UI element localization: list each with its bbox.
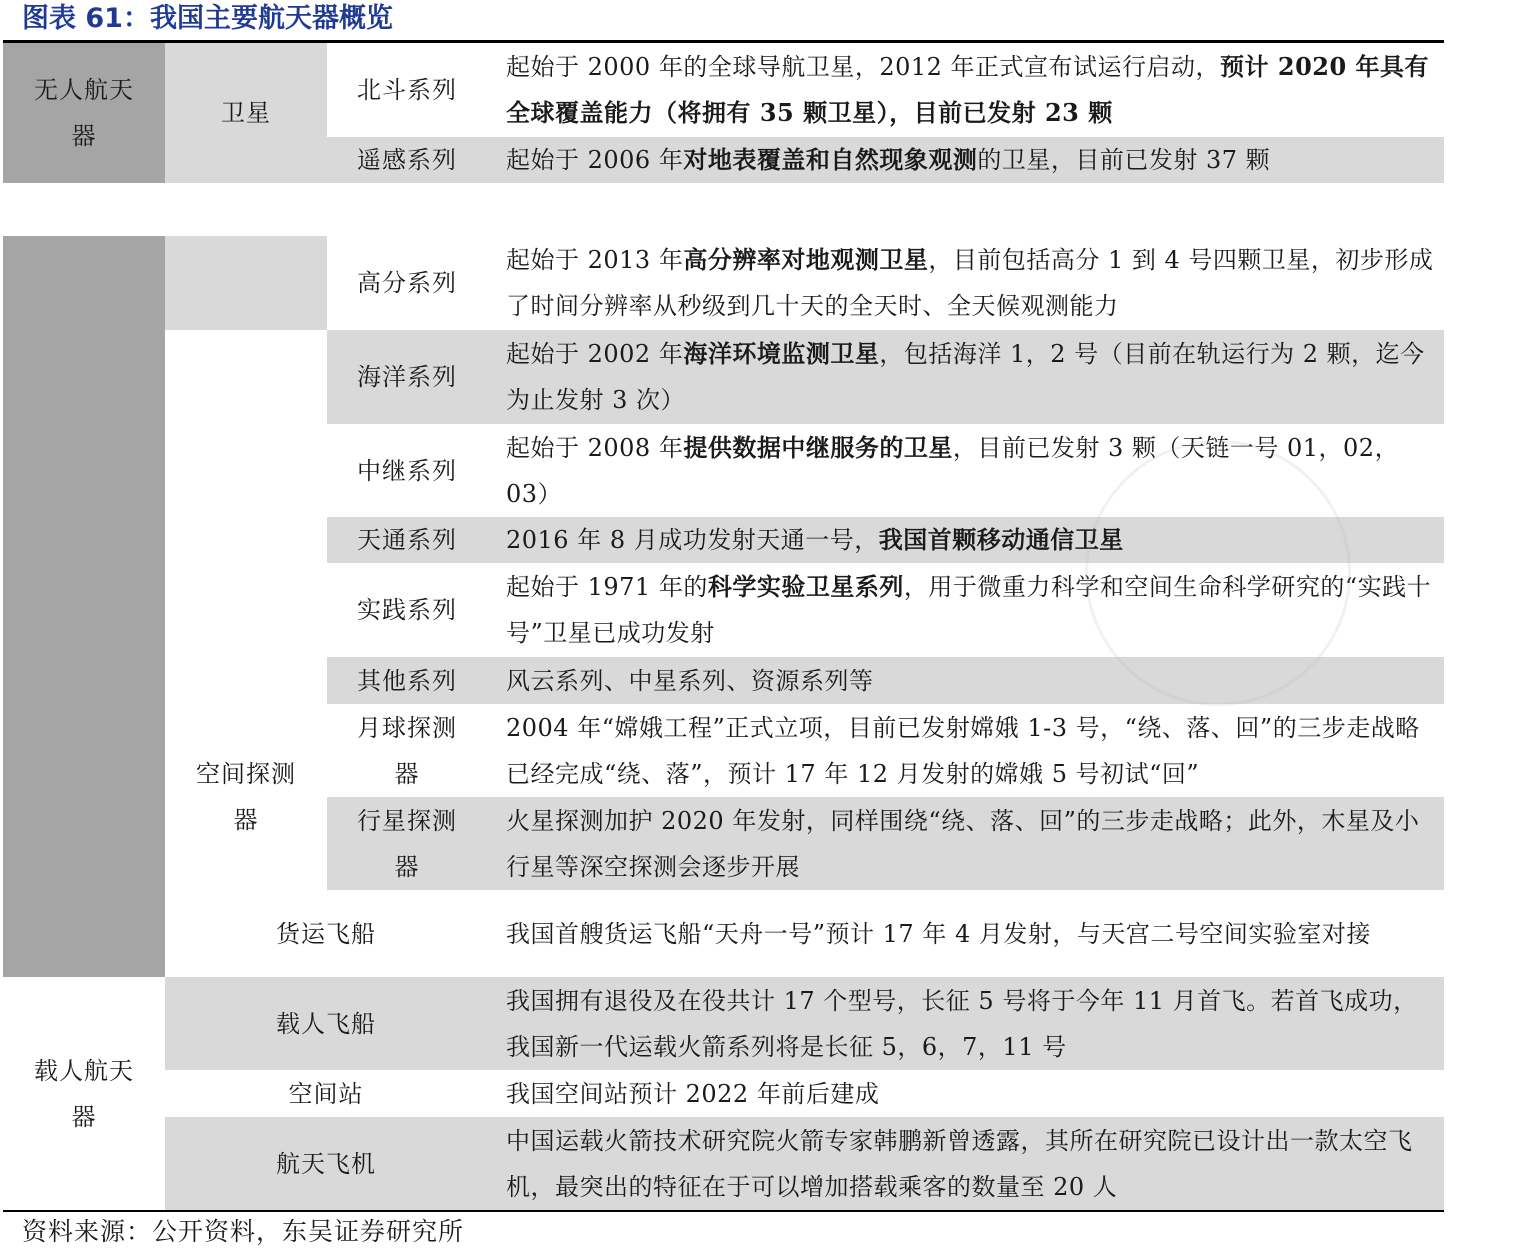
row-name-tiantong-text: 天通系列 — [357, 526, 457, 554]
row-desc-yaogan-tail: 的卫星，目前已发射 37 颗 — [977, 146, 1271, 174]
row-name-shijian — [327, 563, 487, 657]
row-desc-gaofen-bold: 高分辨率对地观测卫星 — [683, 245, 929, 274]
row-desc-tiantong — [506, 517, 1436, 563]
subcategory-satellite-continued-2 — [165, 330, 327, 704]
subcategory-satellite-continued — [165, 236, 327, 330]
row-name-shijian-text: 实践系列 — [357, 596, 457, 624]
source-note: 资料来源：公开资料，东吴证券研究所 — [22, 1217, 465, 1246]
row-desc-qita-text: 风云系列、中星系列、资源系列等 — [506, 666, 874, 695]
row-name-zhongji-text: 中继系列 — [357, 456, 457, 485]
row-name-gaofen-text: 高分系列 — [357, 269, 457, 297]
row-name-beidou — [327, 43, 487, 137]
row-name-qita — [327, 657, 487, 704]
row-desc-beidou-bold: 预计 2020 年具有全球覆盖能力（将拥有 35 颗卫星），目前已发射 23 颗 — [506, 52, 1430, 127]
row-name-kongjianzhan-text: 空间站 — [288, 1079, 364, 1108]
row-desc-shijian-bold: 科学实验卫星系列 — [707, 572, 904, 601]
row-name-yueqiu — [327, 704, 487, 797]
row-name-qita-text: 其他系列 — [357, 666, 457, 695]
row-desc-beidou — [506, 43, 1436, 137]
row-name-gaofen — [327, 236, 487, 330]
row-desc-kongjianzhan-text: 我国空间站预计 2022 年前后建成 — [506, 1079, 880, 1108]
row-name-zairen — [165, 977, 487, 1070]
row-desc-tiantong-text: 2016 年 8 月成功发射天通一号， — [506, 526, 879, 554]
row-desc-hangtian — [506, 1117, 1436, 1210]
row-desc-qita — [506, 657, 1436, 704]
row-name-haiyang-text: 海洋系列 — [357, 363, 457, 391]
row-name-hangtian — [165, 1117, 487, 1210]
row-desc-haiyang-bold: 海洋环境监测卫星 — [683, 339, 880, 368]
row-desc-zhongji-tail: ，目前已发射 3 颗（天链一号 01，02，03） — [506, 433, 1400, 508]
category-unmanned-continued — [3, 236, 165, 977]
row-name-tiantong — [327, 517, 487, 563]
row-name-huoyun — [165, 890, 487, 977]
row-desc-yaogan-bold: 对地表覆盖和自然现象观测 — [683, 145, 978, 174]
row-desc-zhongji-text: 起始于 2008 年 — [506, 433, 684, 462]
subcategory-satellite — [165, 43, 327, 183]
row-desc-shijian — [506, 563, 1436, 657]
row-desc-shijian-text: 起始于 1971 年的 — [506, 573, 708, 601]
category-manned-label: 载人航天器 — [34, 1056, 134, 1131]
row-desc-haiyang-tail: ，包括海洋 1，2 号（目前在轨运行为 2 颗，迄今为止发射 3 次） — [506, 340, 1425, 414]
row-desc-shijian-tail: ，用于微重力科学和空间生命科学研究的“实践十号”卫星已成功发射 — [506, 573, 1432, 647]
row-desc-haiyang-text: 起始于 2002 年 — [506, 340, 684, 368]
subcategory-space-probe — [165, 704, 327, 890]
row-name-zairen-text: 载人飞船 — [276, 1009, 376, 1038]
category-manned — [3, 977, 165, 1210]
row-name-huoyun-text: 货运飞船 — [276, 919, 376, 948]
category-unmanned-label: 无人航天器 — [34, 76, 134, 150]
row-desc-hangtian-text: 中国运载火箭技术研究院火箭专家韩鹏新曾透露，其所在研究院已设计出一款太空飞机，最突出的特征在于可以增加搭载乘客的数量至 20 人 — [506, 1126, 1413, 1201]
category-unmanned — [3, 43, 165, 183]
row-desc-yaogan — [506, 137, 1436, 183]
row-desc-gaofen — [506, 236, 1436, 330]
row-desc-huoyun — [506, 890, 1436, 977]
row-desc-yaogan-text: 起始于 2006 年 — [506, 146, 684, 174]
row-desc-huoyun-text: 我国首艘货运飞船“天舟一号”预计 17 年 4 月发射，与天宫二号空间实验室对接 — [506, 919, 1371, 948]
row-desc-xingxing — [506, 797, 1436, 890]
row-name-yaogan-text: 遥感系列 — [357, 146, 457, 174]
row-name-beidou-text: 北斗系列 — [357, 76, 457, 104]
row-desc-gaofen-tail: ，目前包括高分 1 到 4 号四颗卫星，初步形成了时间分辨率从秒级到几十天的全天时、全天候观测能力 — [506, 246, 1434, 320]
row-name-haiyang — [327, 330, 487, 424]
row-name-yueqiu-text: 月球探测器 — [357, 713, 457, 788]
row-name-yaogan — [327, 137, 487, 183]
row-desc-xingxing-text: 火星探测加护 2020 年发射，同样围绕“绕、落、回”的三步走战略；此外，木星及小行星等深空探测会逐步开展 — [506, 806, 1420, 881]
row-desc-zairen-text: 我国拥有退役及在役共计 17 个型号，长征 5 号将于今年 11 月首飞。若首飞成功，我国新一代运载火箭系列将是长征 5，6，7，11 号 — [506, 986, 1418, 1061]
row-desc-zhongji-bold: 提供数据中继服务的卫星 — [683, 432, 953, 462]
row-desc-beidou-text: 起始于 2000 年的全球导航卫星，2012 年正式宣布试运行启动， — [506, 53, 1221, 81]
row-desc-tiantong-bold: 我国首颗移动通信卫星 — [878, 525, 1124, 554]
row-name-hangtian-text: 航天飞机 — [276, 1149, 376, 1178]
row-name-xingxing-text: 行星探测器 — [357, 806, 457, 881]
row-desc-haiyang — [506, 330, 1436, 424]
row-name-xingxing — [327, 797, 487, 890]
row-desc-yueqiu-text: 2004 年“嫦娥工程”正式立项，目前已发射嫦娥 1-3 号，“绕、落、回”的三步走战略已经完成“绕、落”，预计 17 年 12 月发射的嫦娥 5 号初试“回” — [506, 713, 1420, 788]
figure-title: 图表 61：我国主要航天器概览 — [22, 3, 393, 34]
row-desc-kongjianzhan — [506, 1070, 1436, 1117]
subcategory-satellite-label: 卫星 — [221, 99, 271, 127]
row-desc-yueqiu — [506, 704, 1436, 797]
row-desc-gaofen-text: 起始于 2013 年 — [506, 246, 684, 274]
row-desc-zairen — [506, 977, 1436, 1070]
row-name-kongjianzhan — [165, 1070, 487, 1117]
row-desc-zhongji — [506, 424, 1436, 517]
subcategory-space-probe-label: 空间探测器 — [196, 760, 296, 834]
row-name-zhongji — [327, 424, 487, 517]
